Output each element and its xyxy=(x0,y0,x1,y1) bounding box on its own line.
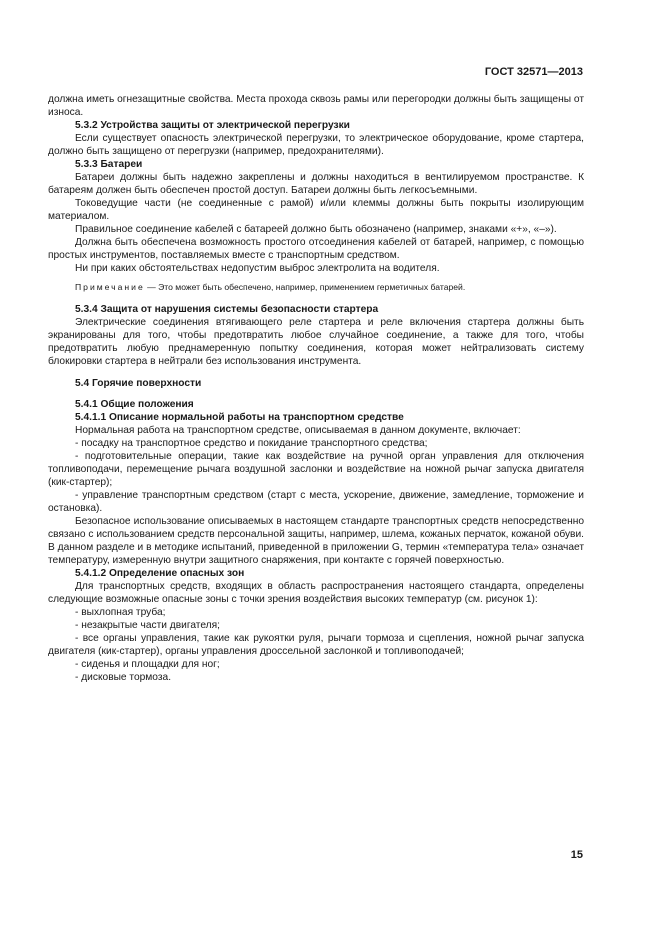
paragraph: Должна быть обеспечена возможность простого отсоединения кабелей от батарей, например, с помощью простых инструментов, поставляемых вместе с транспортным средством. xyxy=(48,237,584,261)
list-item: - все органы управления, такие как рукоятки руля, рычаги тормоза и сцепления, ножной рычаг запуска двигателя (кик-стартер), органы управления дроссельной заслонкой и топливоподачей; xyxy=(48,633,584,657)
paragraph: Нормальная работа на транспортном средстве, описываемая в данном документе, включает: xyxy=(75,425,521,436)
list-item: - подготовительные операции, такие как воздействие на ручной орган управления для отключения топливоподачи, перемещение рычага воздушной заслонки и воздействие на ножной рычаг запуска двигателя (кик-стартер); xyxy=(48,451,584,488)
paragraph: Ни при каких обстоятельствах недопустим выброс электролита на водителя. xyxy=(75,263,440,274)
section-heading: 5.4 Горячие поверхности xyxy=(75,378,202,389)
section-heading: 5.3.2 Устройства защиты от электрической перегрузки xyxy=(75,120,350,131)
paragraph: должна иметь огнезащитные свойства. Места прохода сквозь рамы или перегородки должны быть защищены от износа. xyxy=(48,94,584,118)
list-item: - управление транспортным средством (старт с места, ускорение, движение, замедление, торможение и остановка). xyxy=(48,490,584,514)
list-item: - дисковые тормоза. xyxy=(75,672,172,683)
paragraph: Электрические соединения втягивающего реле стартера и реле включения стартера должны быть экранированы для того, чтобы предотвратить любое случайное соединение, а также для того, чтобы предотвратить любую преднамеренную попытку соединения, которая может нейтрализовать систему блокировки стартера в нейтрали без использования инструмента. xyxy=(48,317,584,367)
paragraph: Безопасное использование описываемых в настоящем стандарте транспортных средств непосредственно связано с использованием средств персональной защиты, например, шлема, кожаных перчаток, кожаной обуви. В данном разделе и в методике испытаний, приведенной в приложении G, термин «температура тела» означает температуру, измеренную внутри защитного снаряжения, при контакте с горячей поверхностью. xyxy=(48,516,584,566)
note-text: — Это может быть обеспечено, например, применением герметичных батарей. xyxy=(147,282,466,292)
document-code: ГОСТ 32571—2013 xyxy=(484,66,583,78)
paragraph: Для транспортных средств, входящих в область распространения настоящего стандарта, определены следующие возможные опасные зоны с точки зрения воздействия высоких температур (см. рисунок 1): xyxy=(48,581,584,605)
paragraph: Токоведущие части (не соединенные с рамой) и/или клеммы должны быть покрыты изолирующим материалом. xyxy=(48,198,584,222)
paragraph: Батареи должны быть надежно закреплены и должны находиться в вентилируемом пространстве. К батареям должен быть обеспечен простой доступ. Батареи должны быть легкосъемными. xyxy=(48,172,584,196)
section-heading: 5.4.1.2 Определение опасных зон xyxy=(75,568,245,579)
section-heading: 5.4.1.1 Описание нормальной работы на транспортном средстве xyxy=(75,412,404,423)
note xyxy=(48,281,584,294)
list-item: - сиденья и площадки для ног; xyxy=(75,659,220,670)
section-heading: 5.3.3 Батареи xyxy=(75,159,143,170)
paragraph: Правильное соединение кабелей с батареей должно быть обозначено (например, знаками «+», «–»). xyxy=(75,224,557,235)
paragraph: Если существует опасность электрической перегрузки, то электрическое оборудование, кроме стартера, должно быть защищено от перегрузки (например, предохранителями). xyxy=(48,133,584,157)
section-heading: 5.3.4 Защита от нарушения системы безопасности стартера xyxy=(75,304,379,315)
note-label: Примечание xyxy=(75,282,145,292)
document-body xyxy=(48,93,584,684)
section-heading: 5.4.1 Общие положения xyxy=(75,399,194,410)
list-item: - незакрытые части двигателя; xyxy=(75,620,220,631)
list-item: - выхлопная труба; xyxy=(75,607,166,618)
page-number: 15 xyxy=(570,849,583,861)
list-item: - посадку на транспортное средство и покидание транспортного средства; xyxy=(75,438,428,449)
